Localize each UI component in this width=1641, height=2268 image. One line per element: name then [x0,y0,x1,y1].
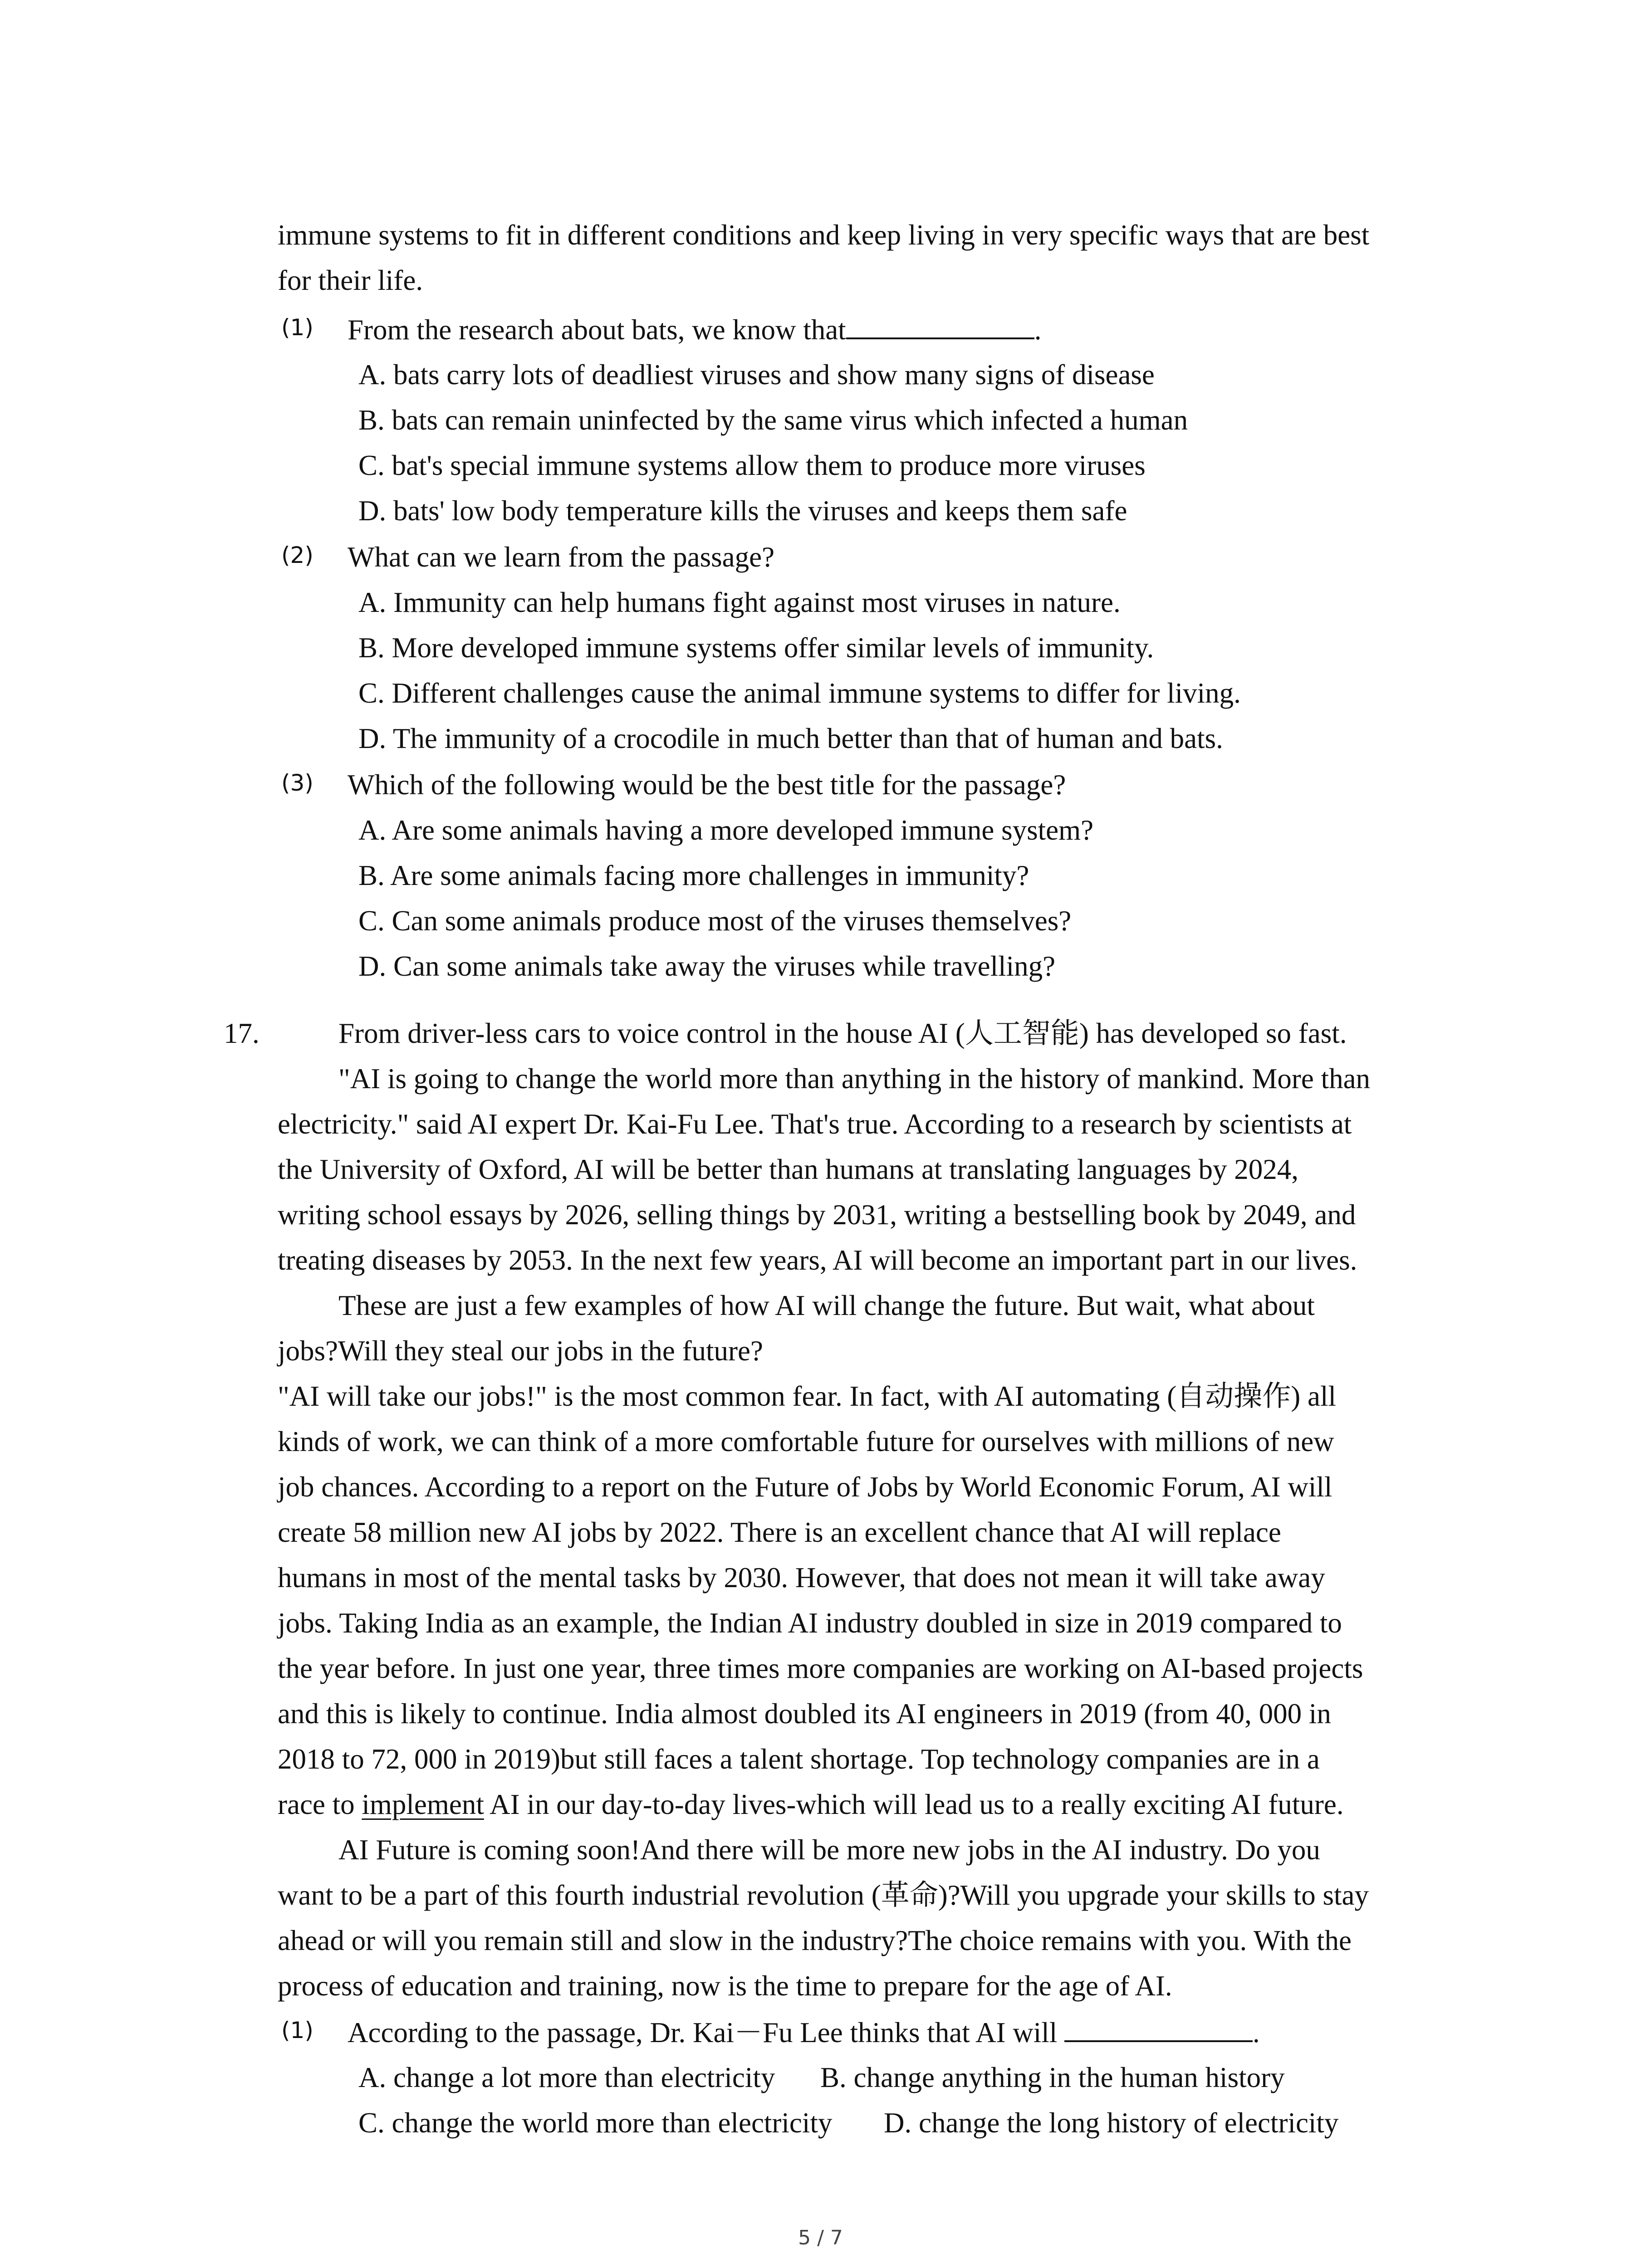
question-number: (3) [281,770,314,796]
question-stem-text: According to the passage, Dr. Kai－Fu Lee thinks that AI will [348,2017,1058,2048]
underlined-word: implement [362,1789,484,1820]
passage-line: jobs. Taking India as an example, the Indian AI industry doubled in size in 2019 compared to [278,1607,1342,1639]
passage-text: AI in our day-to-day lives-which will lead us to a really exciting AI future. [484,1789,1344,1820]
question-number: (1) [281,314,314,341]
answer-option: D. The immunity of a crocodile in much better than that of human and bats. [358,723,1223,754]
passage-line: electricity." said AI expert Dr. Kai-Fu Lee. That's true. According to a research by scientists at [278,1108,1352,1140]
question-stem: Which of the following would be the best title for the passage? [348,769,1066,801]
passage-line: jobs?Will they steal our jobs in the future? [278,1335,763,1367]
passage-line: "AI is going to change the world more than anything in the history of mankind. More than [338,1063,1371,1095]
passage-line: 2018 to 72, 000 in 2019)but still faces a talent shortage. Top technology companies are in a [278,1743,1320,1775]
question-stem-text: From the research about bats, we know that [348,314,846,346]
answer-option: B. Are some animals facing more challenges in immunity? [358,860,1029,891]
passage-text: race to [278,1789,362,1820]
answer-option: C. bat's special immune systems allow them to produce more viruses [358,450,1146,481]
answer-option: B. More developed immune systems offer similar levels of immunity. [358,632,1154,664]
passage-line: want to be a part of this fourth industrial revolution (革命)?Will you upgrade your skills to stay [278,1879,1369,1911]
answer-option: D. Can some animals take away the viruses while travelling? [358,950,1056,982]
answer-option: A. Immunity can help humans fight against most viruses in nature. [358,587,1121,618]
question-stem [348,311,1041,348]
question-number: (2) [281,542,314,568]
passage-line: From driver-less cars to voice control in the house AI (人工智能) has developed so fast. [338,1017,1347,1049]
answer-option: C. Can some animals produce most of the viruses themselves? [358,905,1072,937]
passage-line: for their life. [278,264,423,296]
answer-option: B. change anything in the human history [820,2062,1285,2093]
question-stem [348,2014,1260,2051]
passage-line: ahead or will you remain still and slow in the industry?The choice remains with you. With the [278,1925,1352,1956]
passage-line: AI Future is coming soon!And there will be more new jobs in the AI industry. Do you [338,1834,1320,1866]
question-number: (1) [281,2017,314,2043]
passage-line: the University of Oxford, AI will be better than humans at translating languages by 2024, [278,1154,1299,1185]
passage-line: writing school essays by 2026, selling things by 2031, writing a bestselling book by 2049, and [278,1199,1356,1231]
answer-option: A. change a lot more than electricity [358,2062,775,2093]
answer-option: D. change the long history of electricity [884,2107,1339,2139]
passage-line: and this is likely to continue. India almost doubled its AI engineers in 2019 (from 40, 000 in [278,1698,1331,1730]
passage-line: treating diseases by 2053. In the next few years, AI will become an important part in our lives. [278,1244,1357,1276]
passage-line: create 58 million new AI jobs by 2022. There is an excellent chance that AI will replace [278,1516,1281,1548]
passage-line: humans in most of the mental tasks by 2030. However, that does not mean it will take away [278,1562,1325,1593]
answer-option: A. bats carry lots of deadliest viruses and show many signs of disease [358,359,1155,391]
passage-line: job chances. According to a report on the Future of Jobs by World Economic Forum, AI will [278,1471,1332,1503]
question-stem-end: . [1034,314,1042,346]
passage-line: process of education and training, now is the time to prepare for the age of AI. [278,1970,1172,2002]
answer-option: C. Different challenges cause the animal immune systems to differ for living. [358,677,1241,709]
passage-line: kinds of work, we can think of a more comfortable future for ourselves with millions of new [278,1426,1334,1457]
passage-line: immune systems to fit in different conditions and keep living in very specific ways that are best [278,219,1370,251]
question-stem: What can we learn from the passage? [348,541,775,573]
question-stem-end: . [1252,2017,1260,2048]
answer-blank[interactable] [1064,2014,1253,2042]
passage-line: These are just a few examples of how AI will change the future. But wait, what about [338,1290,1315,1321]
answer-option: C. change the world more than electricity [358,2107,833,2139]
answer-blank[interactable] [846,311,1034,339]
passage-line: "AI will take our jobs!" is the most common fear. In fact, with AI automating (自动操作) all [278,1380,1336,1412]
answer-option: A. Are some animals having a more developed immune system? [358,814,1094,846]
question-number-17: 17. [224,1017,260,1049]
passage-line [278,1786,1344,1823]
page-number: 5 / 7 [798,2226,843,2249]
passage-line: the year before. In just one year, three times more companies are working on AI-based projects [278,1652,1363,1684]
answer-option: D. bats' low body temperature kills the viruses and keeps them safe [358,495,1127,527]
answer-option: B. bats can remain uninfected by the same virus which infected a human [358,404,1188,436]
